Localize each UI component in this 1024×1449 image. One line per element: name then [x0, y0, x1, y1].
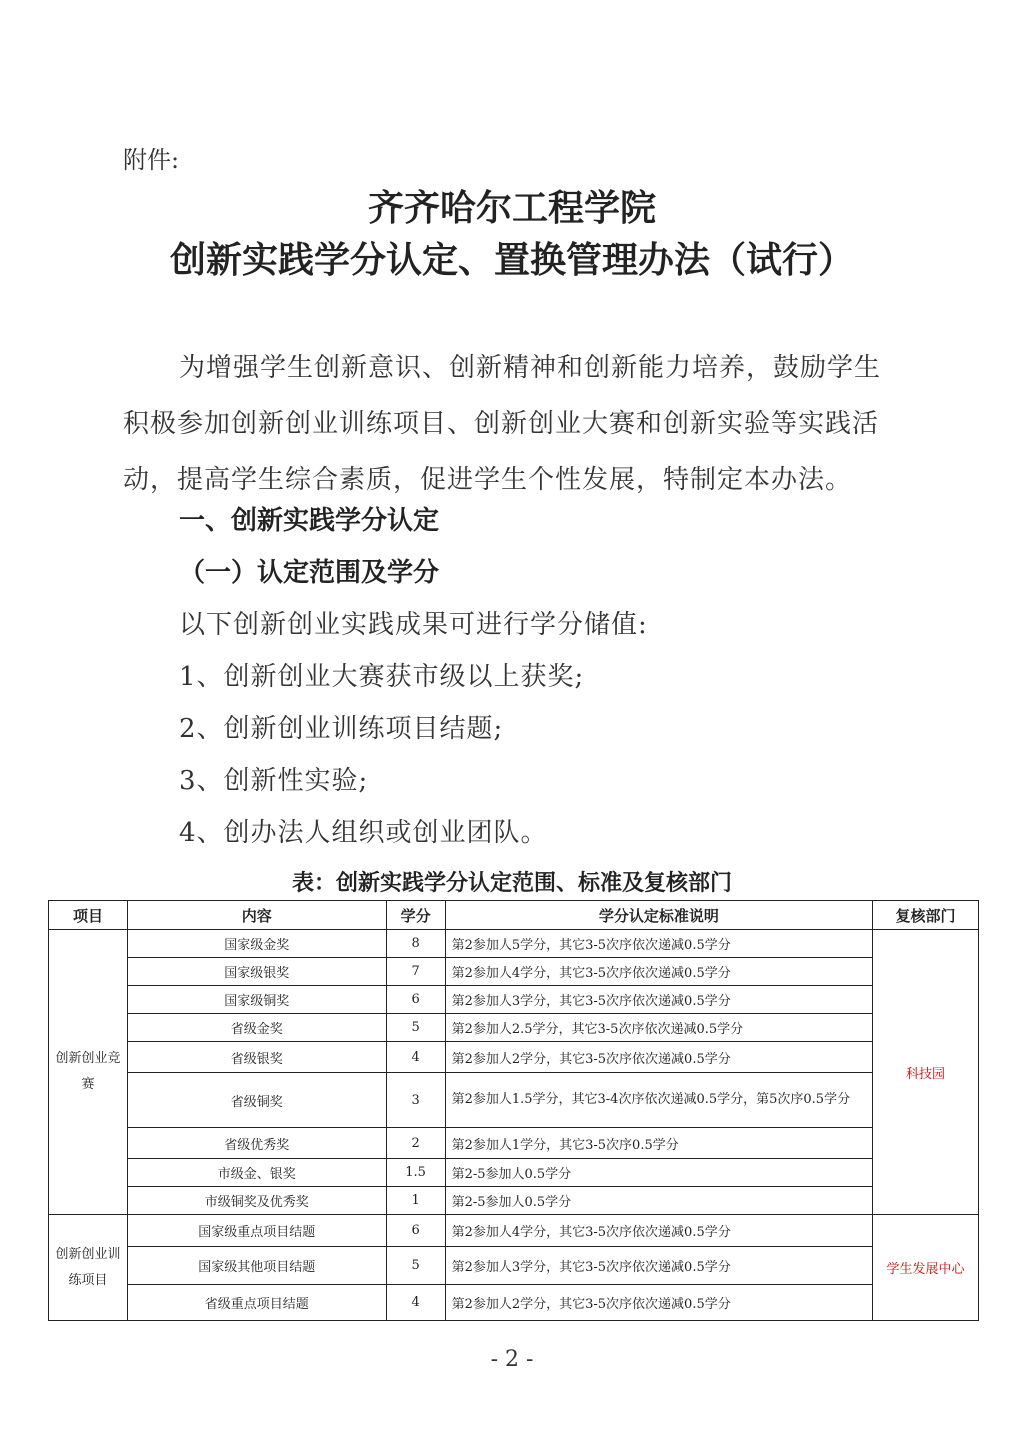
header-cell: 项目 [49, 901, 128, 930]
section-heading: 一、创新实践学分认定 [179, 506, 440, 536]
table-row [49, 1215, 979, 1247]
table-row [49, 1187, 979, 1215]
credit-cell: 5 [386, 1247, 445, 1285]
department-cell: 学生发展中心 [873, 1215, 979, 1321]
content-cell: 省级重点项目结题 [127, 1285, 386, 1321]
credit-cell: 7 [386, 958, 445, 986]
category-cell: 创新创业竞赛 [49, 930, 128, 1215]
table-row [49, 1247, 979, 1285]
credit-cell: 8 [386, 930, 445, 958]
credit-cell: 4 [386, 1042, 445, 1073]
department-cell: 科技园 [873, 930, 979, 1215]
header-cell: 内容 [127, 901, 386, 930]
credit-cell: 4 [386, 1285, 445, 1321]
desc-cell: 第2-5参加人0.5学分 [445, 1187, 872, 1215]
table-row [49, 1285, 979, 1321]
desc-cell: 第2参加人3学分，其它3-5次序依次递减0.5学分 [445, 986, 872, 1014]
subsection-heading: （一）认定范围及学分 [179, 558, 440, 588]
credit-cell: 6 [386, 986, 445, 1014]
table-row [49, 1042, 979, 1073]
desc-cell: 第2参加人2.5学分，其它3-5次序依次递减0.5学分 [445, 1014, 872, 1042]
content-cell: 国家级银奖 [127, 958, 386, 986]
desc-cell: 第2-5参加人0.5学分 [445, 1159, 872, 1187]
content-cell: 国家级重点项目结题 [127, 1215, 386, 1247]
header-cell: 学分认定标准说明 [445, 901, 872, 930]
desc-cell: 第2参加人4学分，其它3-5次序依次递减0.5学分 [445, 1215, 872, 1247]
table-row [49, 986, 979, 1014]
content-cell: 国家级铜奖 [127, 986, 386, 1014]
table-row [49, 1159, 979, 1187]
table-row [49, 1128, 979, 1159]
header-cell: 复核部门 [873, 901, 979, 930]
page-number: - 2 - [490, 1347, 534, 1372]
table-header-row [49, 901, 979, 930]
credit-cell: 1 [386, 1187, 445, 1215]
table-row [49, 1073, 979, 1128]
desc-cell: 第2参加人3学分，其它3-5次序依次递减0.5学分 [445, 1247, 872, 1285]
doc-title-line1: 齐齐哈尔工程学院 [367, 187, 656, 229]
content-cell: 国家级金奖 [127, 930, 386, 958]
content-cell: 市级铜奖及优秀奖 [127, 1187, 386, 1215]
credit-table [48, 900, 979, 1321]
list-item: 4、创办法人组织或创业团队。 [179, 818, 548, 848]
category-cell: 创新创业训练项目 [49, 1215, 128, 1321]
desc-cell: 第2参加人1.5学分，其它3-4次序依次递减0.5学分，第5次序0.5学分 [445, 1073, 872, 1128]
list-item: 3、创新性实验; [179, 766, 369, 796]
credit-cell: 1.5 [386, 1159, 445, 1187]
content-cell: 省级金奖 [127, 1014, 386, 1042]
content-cell: 市级金、银奖 [127, 1159, 386, 1187]
credit-cell: 2 [386, 1128, 445, 1159]
desc-cell: 第2参加人5学分，其它3-5次序依次递减0.5学分 [445, 930, 872, 958]
table-row [49, 930, 979, 958]
content-cell: 省级银奖 [127, 1042, 386, 1073]
list-item: 2、创新创业训练项目结题; [179, 714, 504, 744]
attachment-label: 附件: [123, 146, 180, 174]
credit-cell: 6 [386, 1215, 445, 1247]
desc-cell: 第2参加人4学分，其它3-5次序依次递减0.5学分 [445, 958, 872, 986]
content-cell: 省级优秀奖 [127, 1128, 386, 1159]
credit-cell: 3 [386, 1073, 445, 1128]
content-cell: 省级铜奖 [127, 1073, 386, 1128]
desc-cell: 第2参加人2学分，其它3-5次序依次递减0.5学分 [445, 1042, 872, 1073]
desc-cell: 第2参加人1学分，其它3-5次序0.5学分 [445, 1128, 872, 1159]
credit-cell: 5 [386, 1014, 445, 1042]
doc-title-line2: 创新实践学分认定、置换管理办法（试行） [169, 239, 854, 281]
header-cell: 学分 [386, 901, 445, 930]
content-cell: 国家级其他项目结题 [127, 1247, 386, 1285]
lead-text: 以下创新创业实践成果可进行学分储值: [179, 610, 648, 640]
list-item: 1、创新创业大赛获市级以上获奖; [179, 662, 585, 692]
table-row [49, 958, 979, 986]
intro-paragraph: 为增强学生创新意识、创新精神和创新能力培养，鼓励学生积极参加创新创业训练项目、创新创业大赛和创新实验等实践活动，提高学生综合素质，促进学生个性发展，特制定本办法。 [123, 353, 882, 495]
table-row [49, 1014, 979, 1042]
desc-cell: 第2参加人2学分，其它3-5次序依次递减0.5学分 [445, 1285, 872, 1321]
table-caption: 表：创新实践学分认定范围、标准及复核部门 [291, 870, 732, 896]
